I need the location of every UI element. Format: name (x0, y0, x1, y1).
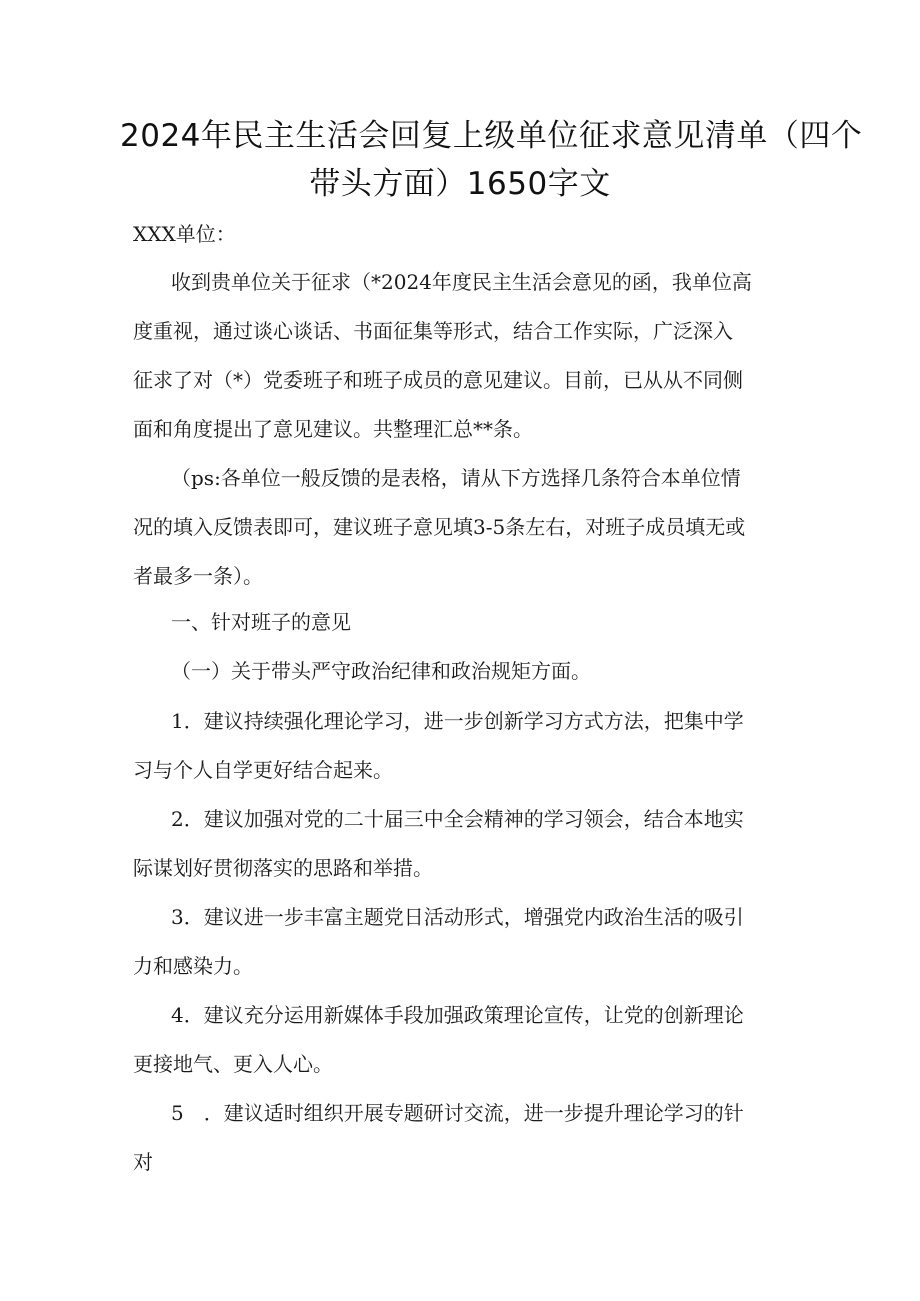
list-item (133, 795, 793, 893)
subsection-heading: （一）关于带头严守政治纪律和政治规矩方面。 (171, 659, 591, 683)
list-item-line: 2．建议加强对党的二十届三中全会精神的学习领会，结合本地实 (171, 807, 744, 831)
section-heading: 一、针对班子的意见 (171, 610, 351, 634)
note-paragraph (133, 454, 793, 601)
list-item (133, 893, 793, 991)
intro-paragraph (133, 258, 793, 454)
list-item-line: 3．建议进一步丰富主题党日活动形式，增强党内政治生活的吸引 (171, 905, 744, 929)
note-line: 者最多一条）。 (133, 564, 263, 588)
list-item-line: 4．建议充分运用新媒体手段加强政策理论宣传，让党的创新理论 (171, 1003, 744, 1027)
salutation: XXX单位： (133, 222, 236, 246)
intro-line: 收到贵单位关于征求（*2024年度民主生活会意见的函，我单位高 (171, 270, 752, 294)
list-item-line: 力和感染力。 (133, 954, 253, 978)
list-item-line: 更接地气、更入人心。 (133, 1052, 333, 1076)
list-item-line: 习与个人自学更好结合起来。 (133, 758, 393, 782)
intro-line: 度重视，通过谈心谈话、书面征集等形式，结合工作实际，广泛深入 (133, 319, 733, 343)
document-title (120, 112, 863, 208)
list-item (133, 697, 793, 795)
list-item (133, 991, 793, 1089)
list-item (133, 1089, 793, 1187)
list-item-line: 对 (133, 1150, 153, 1174)
intro-line: 面和角度提出了意见建议。共整理汇总**条。 (133, 417, 533, 441)
note-line: （ps:各单位一般反馈的是表格，请从下方选择几条符合本单位情 (171, 466, 741, 490)
title-line-1: 2024年民主生活会回复上级单位征求意见清单（四个 (120, 118, 863, 154)
note-line: 况的填入反馈表即可，建议班子意见填3-5条左右，对班子成员填无或 (133, 515, 746, 539)
title-line-2: 带头方面）1650字文 (309, 166, 611, 202)
list-item-line: 5 ．建议适时组织开展专题研讨交流，进一步提升理论学习的针 (171, 1101, 744, 1125)
list-item-line: 际谋划好贯彻落实的思路和举措。 (133, 856, 433, 880)
intro-line: 征求了对（*）党委班子和班子成员的意见建议。目前，已从从不同侧 (133, 368, 743, 392)
list-item-line: 1．建议持续强化理论学习，进一步创新学习方式方法，把集中学 (171, 709, 744, 733)
